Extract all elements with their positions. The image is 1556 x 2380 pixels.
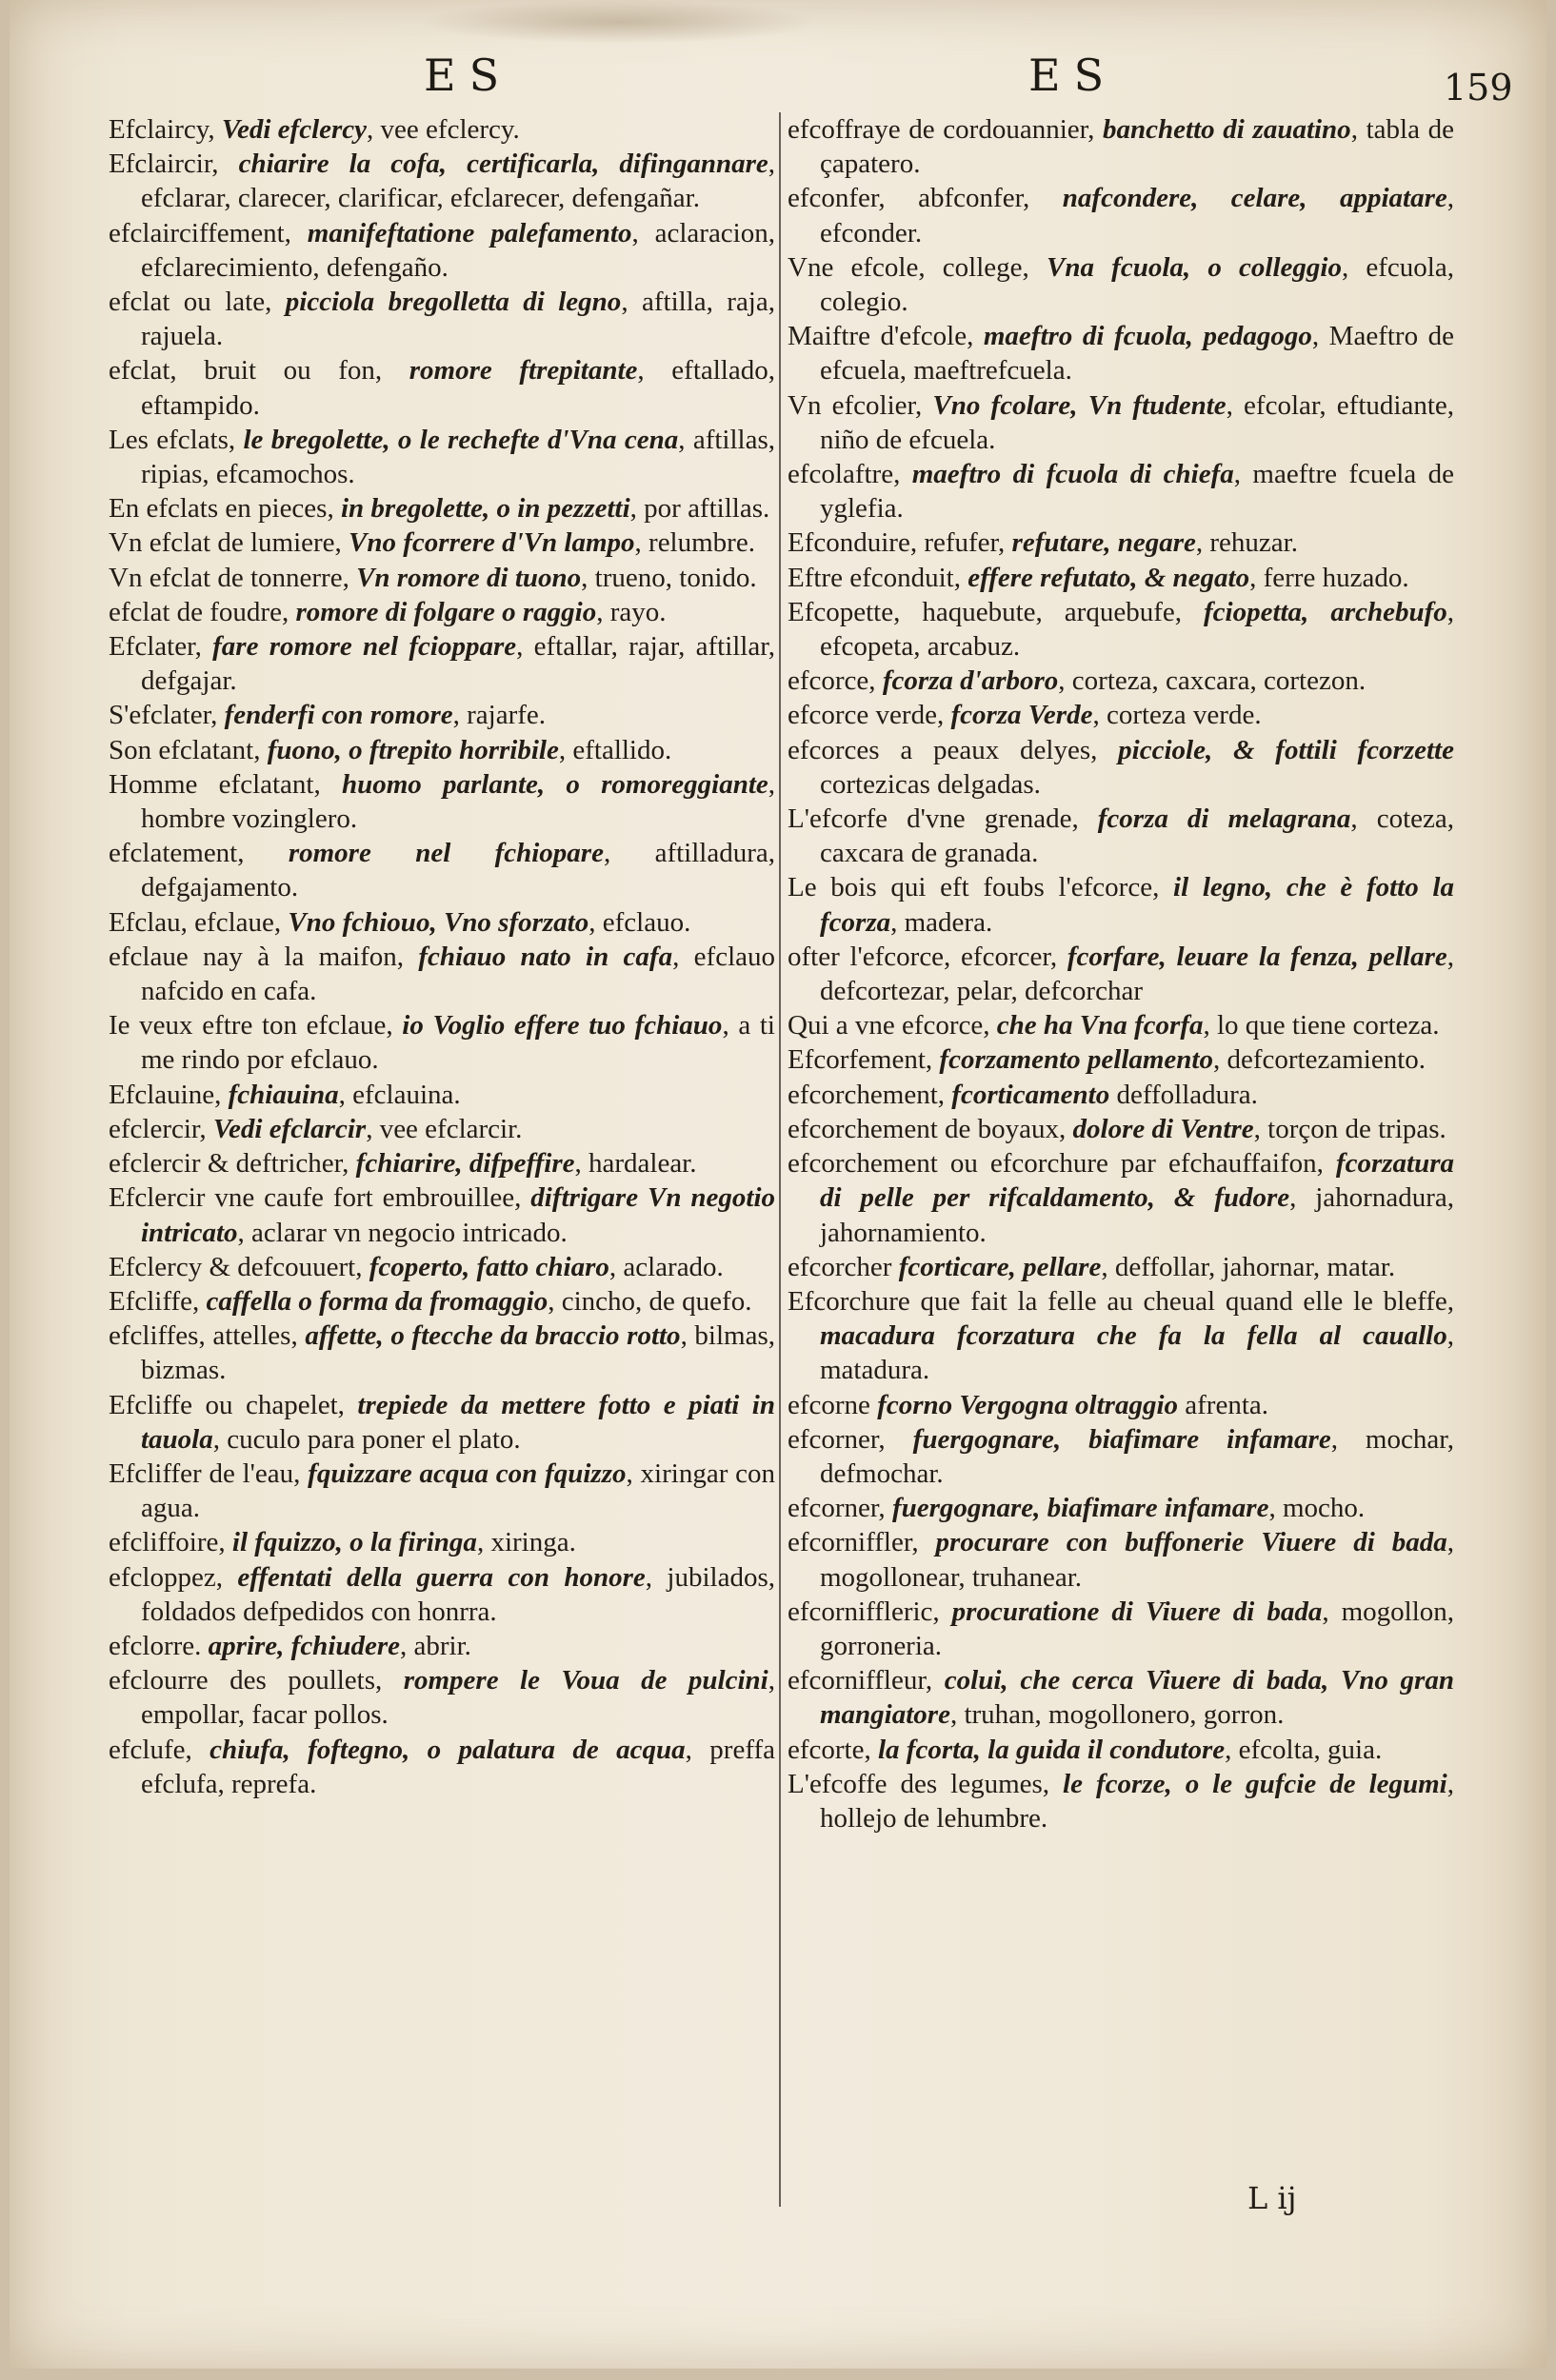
italian-gloss: picciola bregolletta di legno <box>285 287 622 318</box>
spanish-gloss: , defcortezar, pelar, defcorchar <box>820 941 1454 1007</box>
italian-gloss: la fcorta, la guida il condutore <box>878 1734 1226 1765</box>
italian-gloss: fuergognare, biafimare infamare <box>891 1493 1269 1524</box>
italian-gloss: fchiauina <box>228 1079 339 1110</box>
signature-mark: L ij <box>1247 2180 1297 2216</box>
italian-gloss: il fquizzo, o la firinga <box>231 1527 477 1558</box>
dictionary-entry <box>109 1112 775 1146</box>
spanish-gloss: , efcolar, eftudiante, niño de efcuela. <box>820 389 1454 455</box>
italian-gloss: in bregolette, o in pezzetti <box>340 493 630 525</box>
dictionary-entry <box>109 595 775 629</box>
headword: Efclercy & defcouuert, <box>109 1251 369 1282</box>
headword: Efconduire, refufer, <box>788 527 1012 559</box>
italian-gloss: banchetto di zauatino <box>1103 114 1351 145</box>
italian-gloss: fcoperto, fatto chiaro <box>369 1251 609 1282</box>
headword: Efcliffer de l'eau, <box>109 1458 309 1489</box>
headword: efclorre. <box>109 1630 209 1661</box>
spanish-gloss: , efcolta, guia. <box>1225 1734 1383 1765</box>
italian-gloss: fcorticamento <box>951 1079 1110 1110</box>
headword: Efclater, <box>109 631 213 663</box>
headword: Les efclats, <box>109 424 244 455</box>
dictionary-entry <box>788 870 1454 939</box>
headword: efclercir, <box>109 1113 213 1144</box>
spanish-gloss: , xiringar con agua. <box>141 1458 775 1524</box>
spanish-gloss: , aclaracion, efclarecimiento, defengaño. <box>141 217 775 283</box>
italian-gloss: maeftro di fcuola, pedagogo <box>983 321 1312 352</box>
dictionary-entry <box>788 1595 1454 1663</box>
spanish-gloss: deffolladura. <box>1109 1079 1258 1110</box>
headword: Efclauine, <box>109 1079 229 1110</box>
spanish-gloss: , hardalear. <box>574 1148 697 1180</box>
spanish-gloss: , efclauo nafcido en cafa. <box>141 941 775 1007</box>
headword: Efcopette, haquebute, arquebufe, <box>788 596 1204 627</box>
italian-gloss: fcorticare, pellare <box>898 1251 1102 1282</box>
dictionary-entry <box>788 1525 1454 1594</box>
headword: L'efcoffe des legumes, <box>788 1768 1064 1799</box>
headword: L'efcorfe d'vne grenade, <box>788 803 1098 835</box>
spanish-gloss: , corteza, caxcara, cortezon. <box>1058 665 1366 697</box>
spanish-gloss: , vee efclercy. <box>367 114 520 145</box>
headword: efclat ou late, <box>109 287 286 318</box>
dictionary-entry <box>788 388 1454 457</box>
italian-gloss: io Voglio effere tuo fchiauo <box>402 1010 723 1041</box>
italian-gloss: affette, o ftecche da braccio rotto <box>305 1320 681 1352</box>
dictionary-entry <box>109 423 775 491</box>
spanish-gloss: , xiringa. <box>476 1527 576 1558</box>
spanish-gloss: , preffa efclufa, reprefa. <box>141 1734 775 1799</box>
right-column <box>788 112 1454 1835</box>
headword: Efcorchure que fait la felle au cheual quand elle le bleffe, <box>788 1285 1454 1317</box>
headword: efcorniffler, <box>788 1527 936 1558</box>
headword: Efclaircy, <box>109 114 222 145</box>
headword: efcorte, <box>788 1734 878 1765</box>
italian-gloss: fuono, o ftrepito horribile <box>267 734 559 765</box>
headword: efclairciffement, <box>109 217 308 248</box>
italian-gloss: rompere le Voua de pulcini <box>403 1665 768 1696</box>
spanish-gloss: , corteza verde. <box>1092 700 1262 731</box>
headword: Maiftre d'efcole, <box>788 321 984 352</box>
italian-gloss: colui, che cerca Viuere di bada, Vno gran mangiatore <box>820 1665 1454 1731</box>
spanish-gloss: , cuculo para poner el plato. <box>212 1423 521 1455</box>
dictionary-entry <box>788 595 1454 664</box>
headword: efclourre des poullets, <box>109 1665 404 1696</box>
italian-gloss: fcorza di melagrana <box>1097 803 1351 835</box>
italian-gloss: fcorzatura di pelle per rifcaldamento, & fudore <box>820 1148 1454 1214</box>
page-stain <box>419 0 819 44</box>
dictionary-entry <box>109 1146 775 1180</box>
headword: efclaue nay à la maifon, <box>109 941 419 972</box>
dictionary-entry <box>109 353 775 422</box>
italian-gloss: manifeftatione palefamento <box>307 217 632 248</box>
spanish-gloss: , mocho. <box>1268 1493 1366 1524</box>
spanish-gloss: , efclauina. <box>338 1079 461 1110</box>
dictionary-entry <box>109 1008 775 1077</box>
dictionary-entry <box>788 457 1454 526</box>
spanish-gloss: , eftallar, rajar, aftillar, defgajar. <box>141 631 775 697</box>
italian-gloss: diftrigare Vn negotio intricato <box>141 1182 775 1248</box>
spanish-gloss: , Maeftro de efcuela, maeftrefcuela. <box>820 321 1454 387</box>
headword: efcorne <box>788 1389 878 1420</box>
italian-gloss: Vno fcorrere d'Vn lampo <box>349 527 635 559</box>
headword: S'efclater, <box>109 700 225 731</box>
dictionary-entry <box>788 802 1454 870</box>
dictionary-entry <box>109 940 775 1008</box>
headword: Vn efclat de tonnerre, <box>109 562 357 593</box>
dictionary-entry <box>788 1112 1454 1146</box>
headword: efclat de foudre, <box>109 596 296 627</box>
italian-gloss: le bregolette, o le rechefte d'Vna cena <box>243 424 679 455</box>
spanish-gloss: , efclauo. <box>588 906 691 938</box>
dictionary-entry <box>109 767 775 836</box>
italian-gloss: maeftro di fcuola di chiefa <box>911 459 1234 490</box>
italian-gloss: le fcorze, o le gufcie de legumi <box>1063 1768 1447 1799</box>
italian-gloss: Vno fchiouo, Vno sforzato <box>288 906 589 938</box>
spanish-gloss: , deffollar, jahornar, matar. <box>1101 1251 1396 1282</box>
dictionary-entry <box>788 1146 1454 1250</box>
dictionary-entry <box>109 491 775 526</box>
italian-gloss: effentati della guerra con honore <box>237 1561 646 1593</box>
italian-gloss: fcorzamento pellamento <box>939 1044 1213 1076</box>
dictionary-entry <box>109 1560 775 1629</box>
headword: Qui a vne efcorce, <box>788 1010 997 1041</box>
headword: efcorner, <box>788 1423 913 1455</box>
dictionary-entry <box>788 1422 1454 1491</box>
italian-gloss: romore nel fchiopare <box>288 838 604 869</box>
dictionary-entry <box>788 664 1454 698</box>
headword: efcorces a peaux delyes, <box>788 734 1119 765</box>
spanish-gloss: , rajarfe. <box>452 700 547 731</box>
headword: ofter l'efcorce, efcorcer, <box>788 941 1067 972</box>
italian-gloss: Vedi efclarcir <box>212 1113 367 1144</box>
italian-gloss: huomo parlante, o romoreggiante <box>341 768 768 800</box>
headword: efcliffes, attelles, <box>109 1320 306 1352</box>
headword: efcorchement de boyaux, <box>788 1113 1073 1144</box>
dictionary-entry <box>788 1042 1454 1077</box>
dictionary-entry <box>788 940 1454 1008</box>
italian-gloss: procuratione di Viuere di bada <box>951 1596 1323 1627</box>
running-head-left: ES <box>424 50 513 101</box>
italian-gloss: fquizzare acqua con fquizzo <box>308 1458 627 1489</box>
spanish-gloss: , relumbre. <box>634 527 755 559</box>
headword: Efcliffe, <box>109 1285 207 1317</box>
spanish-gloss: , mogollonear, truhanear. <box>820 1527 1454 1593</box>
spanish-gloss: , rayo. <box>596 596 667 627</box>
spanish-gloss: , a ti me rindo por efclauo. <box>141 1010 775 1076</box>
spanish-gloss: , por aftillas. <box>629 493 770 525</box>
italian-gloss: picciole, & fottili fcorzette <box>1118 734 1454 765</box>
headword: Efclau, efclaue, <box>109 906 289 938</box>
italian-gloss: fcorza d'arboro <box>882 665 1059 697</box>
italian-gloss: fcorno Vergogna oltraggio <box>877 1389 1179 1420</box>
headword: efclufe, <box>109 1734 210 1765</box>
dictionary-entry <box>788 698 1454 732</box>
dictionary-entry <box>109 698 775 732</box>
italian-gloss: refutare, negare <box>1011 527 1196 559</box>
spanish-gloss: , aftilladura, defgajamento. <box>141 838 775 903</box>
dictionary-entry <box>788 1663 1454 1732</box>
column-divider <box>779 112 781 2207</box>
dictionary-entry <box>788 1388 1454 1422</box>
spanish-gloss: , bilmas, bizmas. <box>141 1320 775 1386</box>
spanish-gloss: , maeftre fcuela de yglefia. <box>820 459 1455 525</box>
headword: Vn efcolier, <box>788 389 933 421</box>
left-column <box>109 112 775 1801</box>
spanish-gloss: , aftillas, ripias, efcamochos. <box>141 424 775 490</box>
dictionary-entry <box>109 1180 775 1249</box>
spanish-gloss: , efcopeta, arcabuz. <box>820 596 1455 663</box>
spanish-gloss: , hollejo de lehumbre. <box>820 1768 1454 1834</box>
spanish-gloss: cortezicas delgadas. <box>820 768 1041 800</box>
spanish-gloss: , torçon de tripas. <box>1253 1113 1446 1144</box>
italian-gloss: trepiede da mettere fotto e piati in tauola <box>141 1389 775 1455</box>
headword: Efclaircir, <box>109 149 239 180</box>
spanish-gloss: , tabla de çapatero. <box>820 114 1454 180</box>
italian-gloss: fare romore nel fcioppare <box>212 631 517 663</box>
headword: efcorce, <box>788 665 883 697</box>
italian-gloss: macadura fcorzatura che fa la fella al cauallo <box>820 1320 1447 1352</box>
dictionary-entry <box>788 319 1454 387</box>
headword: Ie veux eftre ton efclaue, <box>109 1010 403 1041</box>
italian-gloss: Vna fcuola, o colleggio <box>1046 251 1342 283</box>
italian-gloss: Vno fcolare, Vn ftudente <box>932 389 1227 421</box>
spanish-gloss: , rehuzar. <box>1195 527 1298 559</box>
italian-gloss: aprire, fchiudere <box>208 1630 401 1661</box>
dictionary-entry <box>788 112 1454 181</box>
headword: Son efclatant, <box>109 734 268 765</box>
headword: efcolaftre, <box>788 459 912 490</box>
spanish-gloss: , efconder. <box>820 183 1454 248</box>
dictionary-entry <box>788 1250 1454 1284</box>
italian-gloss: effere refutato, & negato <box>968 562 1250 593</box>
headword: Vn efclat de lumiere, <box>109 527 349 559</box>
headword: efcorcher <box>788 1251 899 1282</box>
headword: efclercir & deftricher, <box>109 1148 356 1180</box>
spanish-gloss: afrenta. <box>1178 1389 1269 1420</box>
headword: efcorchement ou efcorchure par efchauffaifon, <box>788 1148 1336 1180</box>
italian-gloss: che ha Vna fcorfa <box>996 1010 1204 1041</box>
spanish-gloss: , cincho, de quefo. <box>548 1285 752 1317</box>
dictionary-entry <box>109 1319 775 1387</box>
dictionary-entry <box>788 561 1454 595</box>
page-number: 159 <box>1444 67 1513 109</box>
italian-gloss: fciopetta, archebufo <box>1203 596 1447 627</box>
italian-gloss: Vn romore di tuono <box>356 562 582 593</box>
italian-gloss: fcorza Verde <box>950 700 1093 731</box>
spanish-gloss: , mogollon, gorroneria. <box>820 1596 1454 1661</box>
headword: efcorniffleric, <box>788 1596 952 1627</box>
spanish-gloss: , coteza, caxcara de granada. <box>820 803 1454 869</box>
dictionary-entry <box>788 1733 1454 1767</box>
dictionary-entry <box>788 733 1454 802</box>
dictionary-entry <box>109 526 775 560</box>
dictionary-entry <box>788 1491 1454 1525</box>
headword: efconfer, abfconfer, <box>788 183 1063 214</box>
italian-gloss: dolore di Ventre <box>1072 1113 1254 1144</box>
spanish-gloss: , aclarado. <box>608 1251 724 1282</box>
headword: efcorce verde, <box>788 700 951 731</box>
dictionary-page <box>10 0 1546 2369</box>
spanish-gloss: , truhan, mogollonero, gorron. <box>949 1699 1285 1731</box>
dictionary-entry <box>109 733 775 767</box>
dictionary-entry <box>109 285 775 353</box>
running-head-right: ES <box>1028 50 1118 101</box>
spanish-gloss: , efclarar, clarecer, clarificar, efclarecer, defengañar. <box>141 149 775 214</box>
dictionary-entry <box>109 905 775 940</box>
spanish-gloss: , madera. <box>890 906 993 938</box>
italian-gloss: il legno, che è fotto la fcorza <box>820 872 1454 938</box>
spanish-gloss: , lo que tiene corteza. <box>1203 1010 1440 1041</box>
spanish-gloss: , aclarar vn negocio intricado. <box>237 1217 568 1248</box>
dictionary-entry <box>109 1078 775 1112</box>
italian-gloss: chiufa, foftegno, o palatura de acqua <box>209 1734 686 1765</box>
dictionary-entry <box>109 1629 775 1663</box>
headword: efcloppez, <box>109 1561 238 1593</box>
spanish-gloss: , defcortezamiento. <box>1213 1044 1426 1076</box>
dictionary-entry <box>788 1284 1454 1388</box>
dictionary-entry <box>788 1767 1454 1835</box>
headword: efcliffoire, <box>109 1527 232 1558</box>
spanish-gloss: , trueno, tonido. <box>581 562 757 593</box>
headword: efcorchement, <box>788 1079 952 1110</box>
headword: Vne efcole, college, <box>788 251 1047 283</box>
headword: Efcorfement, <box>788 1044 940 1076</box>
headword: Eftre efconduit, <box>788 562 968 593</box>
spanish-gloss: , empollar, facar pollos. <box>141 1665 775 1731</box>
dictionary-entry <box>109 561 775 595</box>
spanish-gloss: , jahornadura, jahornamiento. <box>820 1182 1454 1248</box>
italian-gloss: fenderfi con romore <box>224 700 453 731</box>
dictionary-entry <box>788 1078 1454 1112</box>
spanish-gloss: , abrir. <box>400 1630 471 1661</box>
dictionary-entry <box>788 1008 1454 1042</box>
headword: efcorniffleur, <box>788 1665 945 1696</box>
dictionary-entry <box>109 1525 775 1559</box>
spanish-gloss: , jubilados, foldados defpedidos con honrra. <box>141 1561 775 1627</box>
italian-gloss: fchiarire, difpeffire <box>355 1148 575 1180</box>
headword: Efcliffe ou chapelet, <box>109 1389 358 1420</box>
headword: Efclercir vne caufe fort embrouillee, <box>109 1182 531 1214</box>
dictionary-entry <box>109 629 775 698</box>
spanish-gloss: , matadura. <box>820 1320 1454 1386</box>
italian-gloss: fcorfare, leuare la fenza, pellare <box>1067 941 1447 972</box>
spanish-gloss: , mochar, defmochar. <box>820 1423 1454 1489</box>
spanish-gloss: , eftallado, eftampido. <box>141 355 775 421</box>
spanish-gloss: , hombre vozinglero. <box>141 768 775 835</box>
italian-gloss: fchiauo nato in cafa <box>418 941 673 972</box>
dictionary-entry <box>788 526 1454 560</box>
headword: Le bois qui eft foubs l'efcorce, <box>788 872 1174 903</box>
italian-gloss: fuergognare, biafimare infamare <box>912 1423 1331 1455</box>
dictionary-entry <box>788 181 1454 249</box>
dictionary-entry <box>109 836 775 904</box>
italian-gloss: Vedi efclercy <box>221 114 368 145</box>
italian-gloss: nafcondere, celare, appiatare <box>1062 183 1447 214</box>
spanish-gloss: , aftilla, raja, rajuela. <box>141 287 775 352</box>
headword: efclat, bruit ou fon, <box>109 355 409 387</box>
headword: efcoffraye de cordouannier, <box>788 114 1104 145</box>
dictionary-entry <box>109 1663 775 1732</box>
italian-gloss: chiarire la cofa, certificarla, difingannare <box>238 149 768 180</box>
dictionary-entry <box>109 112 775 147</box>
dictionary-entry <box>109 147 775 215</box>
spanish-gloss: , ferre huzado. <box>1249 562 1409 593</box>
dictionary-entry <box>788 250 1454 319</box>
dictionary-entry <box>109 216 775 285</box>
italian-gloss: romore ftrepitante <box>409 355 638 387</box>
italian-gloss: caffella o forma da fromaggio <box>206 1285 549 1317</box>
dictionary-entry <box>109 1284 775 1319</box>
headword: En efclats en pieces, <box>109 493 341 525</box>
headword: efclatement, <box>109 838 289 869</box>
dictionary-entry <box>109 1250 775 1284</box>
headword: efcorner, <box>788 1493 892 1524</box>
headword: Homme efclatant, <box>109 768 342 800</box>
spanish-gloss: , eftallido. <box>558 734 672 765</box>
dictionary-entry <box>109 1733 775 1801</box>
spanish-gloss: , vee efclarcir. <box>366 1113 523 1144</box>
italian-gloss: romore di folgare o raggio <box>295 596 597 627</box>
dictionary-entry <box>109 1388 775 1457</box>
italian-gloss: procurare con buffonerie Viuere di bada <box>935 1527 1447 1558</box>
dictionary-entry <box>109 1457 775 1525</box>
spanish-gloss: , efcuola, colegio. <box>820 251 1454 318</box>
